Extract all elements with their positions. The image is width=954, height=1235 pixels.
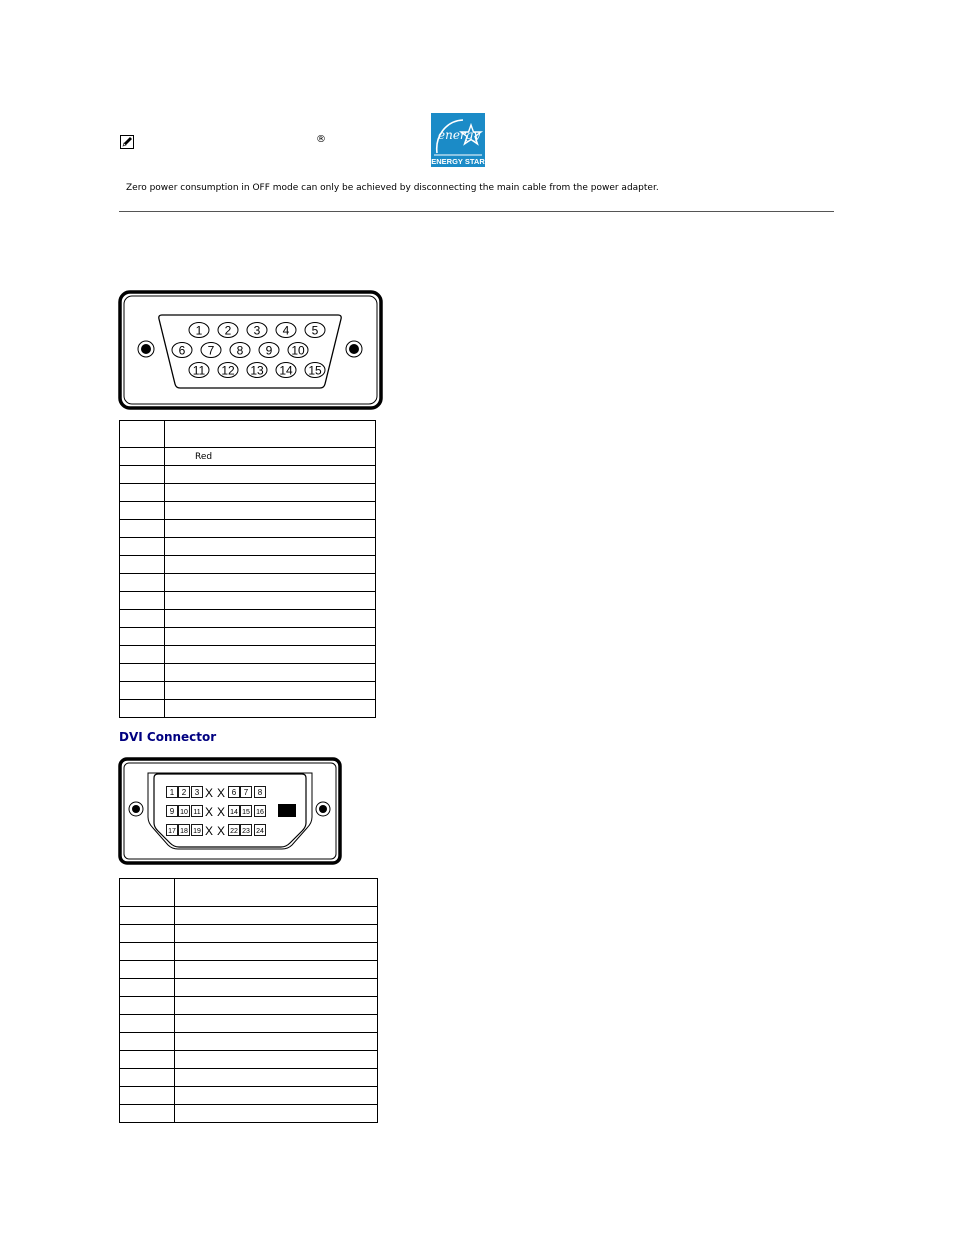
dvi-pin-number-cell — [120, 1051, 175, 1069]
dvi-unused-pin-mark: X — [204, 824, 214, 838]
vga-signal-cell — [165, 646, 376, 664]
vga-pin-number-cell — [120, 556, 165, 574]
dvi-signal-cell — [175, 1051, 378, 1069]
dvi-signal-cell — [175, 1087, 378, 1105]
dvi-pin — [179, 825, 190, 836]
dvi-pin-label: 19 — [193, 828, 201, 835]
dvi-pin — [167, 787, 178, 798]
vga-table-row — [120, 502, 376, 520]
vga-signal-cell — [165, 520, 376, 538]
vga-pin — [218, 363, 238, 378]
vga-pin-label: 13 — [250, 363, 264, 378]
registered-mark: ® — [316, 134, 326, 145]
dvi-unused-pin — [217, 824, 225, 838]
dvi-pin — [229, 806, 240, 817]
dvi-pin-number-cell — [120, 1015, 175, 1033]
vga-table-row — [120, 520, 376, 538]
vga-pin-number-cell — [120, 628, 165, 646]
note-pencil-icon — [120, 134, 134, 148]
vga-pin-label: 1 — [195, 323, 203, 338]
dvi-table-row — [120, 997, 378, 1015]
dvi-pin — [229, 787, 240, 798]
vga-pin-label: 6 — [178, 343, 186, 358]
dvi-pin-number-cell — [120, 979, 175, 997]
dvi-signal-cell — [175, 997, 378, 1015]
dvi-pin-label: 17 — [168, 828, 176, 835]
dvi-unused-pin — [205, 824, 213, 838]
dvi-pin-label: 3 — [194, 788, 200, 797]
vga-pin-label: 2 — [224, 323, 232, 338]
dvi-pin — [241, 825, 252, 836]
vga-signal-cell — [165, 664, 376, 682]
dvi-pin-number-cell — [120, 925, 175, 943]
dvi-signal-cell — [175, 1033, 378, 1051]
dvi-pin-label: 22 — [230, 828, 238, 835]
dvi-pin — [179, 787, 190, 798]
energy-star-logo — [431, 113, 485, 167]
vga-pin-label: 11 — [192, 363, 206, 378]
dvi-unused-pin — [205, 805, 213, 819]
dvi-pin-label: 6 — [231, 788, 237, 797]
dvi-pin-number-cell — [120, 907, 175, 925]
dvi-table-row — [120, 925, 378, 943]
vga-pin-table — [119, 420, 376, 718]
vga-pin-label: 5 — [311, 323, 319, 338]
dvi-connector-diagram — [118, 757, 342, 865]
vga-pin-number-cell — [120, 466, 165, 484]
vga-signal-cell — [165, 682, 376, 700]
dvi-pin — [192, 806, 203, 817]
dvi-pin-table — [119, 878, 378, 1123]
energy-star-script: energy — [438, 128, 481, 142]
vga-pin-number-cell — [120, 700, 165, 718]
vga-pin-number-cell — [120, 520, 165, 538]
dvi-unused-pin — [205, 786, 213, 800]
vga-pin — [230, 343, 250, 358]
dvi-signal-cell — [175, 907, 378, 925]
dvi-pin-label: 1 — [169, 788, 175, 797]
vga-pin — [288, 343, 308, 358]
dvi-pin-label: 16 — [256, 809, 264, 816]
vga-signal-cell — [165, 574, 376, 592]
vga-pin-label: 14 — [279, 363, 293, 378]
dvi-pin-number-cell — [120, 1105, 175, 1123]
dvi-unused-pin — [217, 805, 225, 819]
dvi-signal-cell — [175, 961, 378, 979]
vga-connector-diagram — [118, 290, 383, 410]
vga-signal-cell: Red — [165, 448, 376, 466]
dvi-signal-cell — [175, 1105, 378, 1123]
dvi-unused-pin-mark: X — [204, 805, 214, 819]
dvi-pin — [255, 806, 266, 817]
vga-pin-number-cell — [120, 538, 165, 556]
vga-pin-label: 15 — [308, 363, 322, 378]
vga-signal-cell — [165, 556, 376, 574]
vga-pin — [247, 323, 267, 338]
vga-table-row — [120, 592, 376, 610]
dvi-pin-label: 10 — [180, 809, 188, 816]
dvi-pin — [192, 825, 203, 836]
vga-pin-number-cell — [120, 421, 165, 448]
dvi-pin — [255, 825, 266, 836]
vga-pin-label: 12 — [221, 363, 235, 378]
vga-pin-label: 3 — [253, 323, 261, 338]
dvi-pin-label: 23 — [242, 828, 250, 835]
vga-pin — [305, 363, 325, 378]
vga-table-row — [120, 556, 376, 574]
vga-pin-number-cell — [120, 646, 165, 664]
vga-pin — [218, 323, 238, 338]
dvi-pin-label: 14 — [230, 809, 238, 816]
vga-table-row — [120, 574, 376, 592]
dvi-pin-label: 8 — [257, 788, 263, 797]
vga-pin-label: 7 — [207, 343, 215, 358]
vga-pin-number-cell — [120, 610, 165, 628]
vga-signal-cell — [165, 592, 376, 610]
dvi-pin-label: 9 — [169, 807, 175, 816]
vga-pin — [189, 363, 209, 378]
dvi-table-row — [120, 879, 378, 907]
vga-pin — [305, 323, 325, 338]
vga-table-row — [120, 682, 376, 700]
dvi-pin-label: 24 — [256, 828, 264, 835]
dvi-table-row — [120, 1033, 378, 1051]
dvi-pin-label: 15 — [242, 809, 250, 816]
dvi-pin-number-cell — [120, 1033, 175, 1051]
dvi-signal-cell — [175, 879, 378, 907]
vga-table-row — [120, 610, 376, 628]
vga-signal-cell — [165, 502, 376, 520]
vga-pin-number-cell — [120, 574, 165, 592]
dvi-pin-label: 2 — [181, 788, 187, 797]
dvi-signal-cell — [175, 1069, 378, 1087]
dvi-signal-cell — [175, 1015, 378, 1033]
dvi-table-row — [120, 961, 378, 979]
dvi-table-row — [120, 907, 378, 925]
dvi-unused-pin — [217, 786, 225, 800]
dvi-table-row — [120, 979, 378, 997]
vga-pin-label: 9 — [265, 343, 273, 358]
dvi-pin — [167, 806, 178, 817]
dvi-pin-number-cell — [120, 1069, 175, 1087]
dvi-unused-pin-mark: X — [216, 786, 226, 800]
dvi-signal-cell — [175, 943, 378, 961]
vga-pin — [276, 323, 296, 338]
vga-signal-cell — [165, 538, 376, 556]
vga-table-row — [120, 484, 376, 502]
dvi-pin — [255, 787, 266, 798]
dvi-signal-cell — [175, 925, 378, 943]
vga-table-row — [120, 664, 376, 682]
vga-signal-cell — [165, 700, 376, 718]
dvi-table-row — [120, 1087, 378, 1105]
vga-pin-number-cell — [120, 484, 165, 502]
vga-table-row — [120, 421, 376, 448]
dvi-table-row — [120, 1069, 378, 1087]
dvi-pin-number-cell — [120, 997, 175, 1015]
vga-pin — [247, 363, 267, 378]
vga-pin — [172, 343, 192, 358]
vga-pin-label: 4 — [282, 323, 290, 338]
dvi-pin — [192, 787, 203, 798]
dvi-connector-heading: DVI Connector — [119, 730, 217, 744]
vga-signal-cell — [165, 466, 376, 484]
vga-pin-number-cell — [120, 448, 165, 466]
dvi-pin — [167, 825, 178, 836]
vga-pin — [189, 323, 209, 338]
dvi-pin-number-cell — [120, 1087, 175, 1105]
dvi-unused-pin-mark: X — [216, 805, 226, 819]
section-divider — [119, 211, 834, 212]
vga-signal-cell — [165, 421, 376, 448]
dvi-pin — [179, 806, 190, 817]
vga-pin — [276, 363, 296, 378]
energy-star-label: ENERGY STAR — [431, 157, 485, 166]
dvi-table-row — [120, 1051, 378, 1069]
dvi-unused-pin-mark: X — [204, 786, 214, 800]
dvi-pin-number-cell — [120, 879, 175, 907]
dvi-unused-pin-mark: X — [216, 824, 226, 838]
dvi-signal-cell — [175, 979, 378, 997]
vga-signal-cell — [165, 628, 376, 646]
dvi-pin-number-cell — [120, 943, 175, 961]
dvi-pin-label: 7 — [243, 788, 249, 797]
dvi-table-row — [120, 1105, 378, 1123]
vga-table-row — [120, 466, 376, 484]
vga-pin — [259, 343, 279, 358]
vga-table-row — [120, 700, 376, 718]
dvi-pin — [241, 806, 252, 817]
vga-table-row — [120, 448, 376, 466]
dvi-pin-label: 11 — [193, 809, 201, 816]
dvi-pin — [241, 787, 252, 798]
vga-pin-label: 8 — [236, 343, 244, 358]
vga-signal-cell — [165, 484, 376, 502]
dvi-table-row — [120, 943, 378, 961]
zero-power-note: Zero power consumption in OFF mode can only be achieved by disconnecting the main cable from the power adapter. — [126, 183, 659, 193]
vga-pin-number-cell — [120, 502, 165, 520]
vga-pin-number-cell — [120, 592, 165, 610]
vga-signal-cell — [165, 610, 376, 628]
dvi-pin — [229, 825, 240, 836]
vga-table-row — [120, 628, 376, 646]
vga-table-row — [120, 646, 376, 664]
dvi-pin-label: 18 — [180, 828, 188, 835]
dvi-table-row — [120, 1015, 378, 1033]
vga-table-row — [120, 538, 376, 556]
vga-pin-number-cell — [120, 664, 165, 682]
vga-pin — [201, 343, 221, 358]
vga-pin-label: 10 — [291, 343, 305, 358]
vga-pin-number-cell — [120, 682, 165, 700]
dvi-pin-number-cell — [120, 961, 175, 979]
